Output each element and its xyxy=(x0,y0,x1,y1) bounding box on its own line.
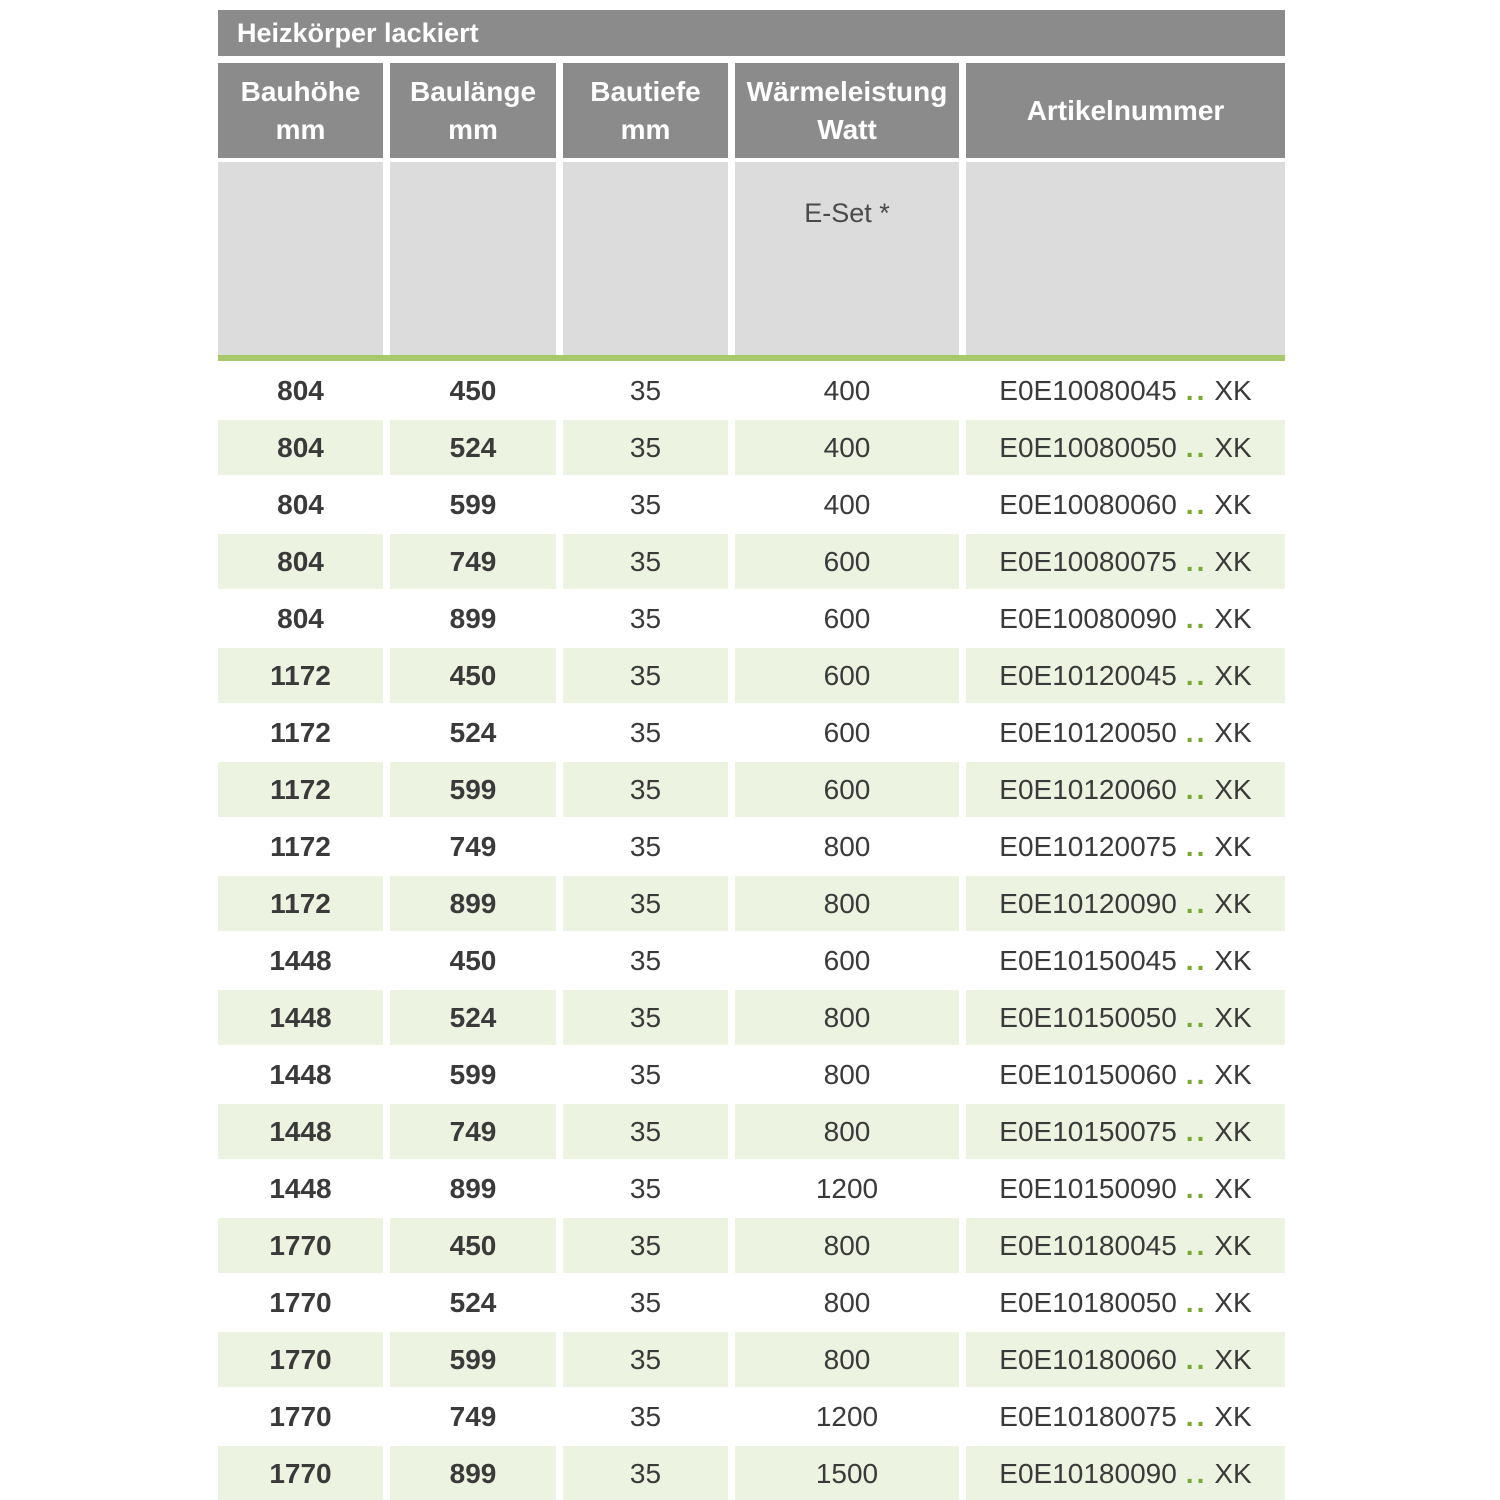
artikelnummer-prefix: E0E10120075 xyxy=(999,830,1177,862)
subheader-baulaenge xyxy=(390,162,556,355)
artikelnummer-dots: .. xyxy=(1185,659,1208,691)
table-title: Heizkörper lackiert xyxy=(218,10,1285,56)
cell-artikelnummer xyxy=(966,534,1285,589)
artikelnummer-suffix: XK xyxy=(1214,716,1252,748)
cell-waermeleistung: 800 xyxy=(735,990,959,1045)
header-bauhoehe xyxy=(218,63,383,158)
cell-waermeleistung: 800 xyxy=(735,819,959,874)
artikelnummer-dots: .. xyxy=(1185,1343,1208,1375)
cell-bautiefe: 35 xyxy=(563,1389,728,1444)
cell-bauhoehe: 1172 xyxy=(218,876,383,931)
cell-baulaenge: 899 xyxy=(390,1161,556,1216)
cell-bautiefe: 35 xyxy=(563,933,728,988)
cell-artikelnummer xyxy=(966,363,1285,418)
cell-baulaenge: 899 xyxy=(390,876,556,931)
artikelnummer-prefix: E0E10150045 xyxy=(999,944,1177,976)
cell-bautiefe: 35 xyxy=(563,534,728,589)
table-row xyxy=(218,1275,1285,1330)
cell-artikelnummer xyxy=(966,1446,1285,1500)
cell-bautiefe: 35 xyxy=(563,819,728,874)
header-bautiefe-line1: Bautiefe xyxy=(590,75,701,107)
table-subheader-row xyxy=(218,162,1285,355)
cell-baulaenge: 450 xyxy=(390,363,556,418)
cell-bauhoehe: 804 xyxy=(218,363,383,418)
artikelnummer-dots: .. xyxy=(1185,374,1208,406)
artikelnummer-prefix: E0E10180075 xyxy=(999,1400,1177,1432)
cell-waermeleistung: 1200 xyxy=(735,1161,959,1216)
cell-waermeleistung: 600 xyxy=(735,534,959,589)
table-row xyxy=(218,990,1285,1045)
cell-baulaenge: 599 xyxy=(390,1047,556,1102)
cell-bauhoehe: 1172 xyxy=(218,819,383,874)
artikelnummer-suffix: XK xyxy=(1214,488,1252,520)
header-waermeleistung-line1: Wärmeleistung xyxy=(746,75,948,107)
header-separator-line xyxy=(218,355,1285,361)
cell-artikelnummer xyxy=(966,648,1285,703)
table-row xyxy=(218,1389,1285,1444)
artikelnummer-dots: .. xyxy=(1185,944,1208,976)
artikelnummer-suffix: XK xyxy=(1214,1058,1252,1090)
artikelnummer-dots: .. xyxy=(1185,1001,1208,1033)
cell-bautiefe: 35 xyxy=(563,363,728,418)
cell-artikelnummer xyxy=(966,1275,1285,1330)
table-header-row xyxy=(218,63,1285,158)
cell-waermeleistung: 600 xyxy=(735,933,959,988)
cell-waermeleistung: 600 xyxy=(735,591,959,646)
subheader-e-set xyxy=(735,162,959,355)
cell-bautiefe: 35 xyxy=(563,1104,728,1159)
cell-baulaenge: 450 xyxy=(390,1218,556,1273)
artikelnummer-prefix: E0E10150050 xyxy=(999,1001,1177,1033)
cell-waermeleistung: 800 xyxy=(735,1104,959,1159)
cell-waermeleistung: 800 xyxy=(735,1332,959,1387)
header-bauhoehe-line1: Bauhöhe xyxy=(240,75,361,107)
cell-bautiefe: 35 xyxy=(563,1275,728,1330)
cell-bautiefe: 35 xyxy=(563,648,728,703)
cell-waermeleistung: 800 xyxy=(735,876,959,931)
artikelnummer-dots: .. xyxy=(1185,830,1208,862)
artikelnummer-suffix: XK xyxy=(1214,1286,1252,1318)
table-row xyxy=(218,591,1285,646)
cell-baulaenge: 899 xyxy=(390,1446,556,1500)
cell-baulaenge: 749 xyxy=(390,534,556,589)
cell-baulaenge: 899 xyxy=(390,591,556,646)
cell-bautiefe: 35 xyxy=(563,762,728,817)
cell-artikelnummer xyxy=(966,705,1285,760)
cell-bauhoehe: 804 xyxy=(218,591,383,646)
cell-waermeleistung: 1200 xyxy=(735,1389,959,1444)
header-waermeleistung-line2: Watt xyxy=(817,113,877,145)
cell-bautiefe: 35 xyxy=(563,1047,728,1102)
artikelnummer-prefix: E0E10120090 xyxy=(999,887,1177,919)
artikelnummer-prefix: E0E10180060 xyxy=(999,1343,1177,1375)
cell-bautiefe: 35 xyxy=(563,591,728,646)
table-row xyxy=(218,363,1285,418)
table-row xyxy=(218,1332,1285,1387)
cell-artikelnummer xyxy=(966,1047,1285,1102)
cell-baulaenge: 524 xyxy=(390,990,556,1045)
cell-artikelnummer xyxy=(966,477,1285,532)
artikelnummer-prefix: E0E10120050 xyxy=(999,716,1177,748)
cell-bauhoehe: 1448 xyxy=(218,933,383,988)
table-row xyxy=(218,477,1285,532)
table-row xyxy=(218,705,1285,760)
artikelnummer-suffix: XK xyxy=(1214,1229,1252,1261)
cell-bauhoehe: 1770 xyxy=(218,1218,383,1273)
artikelnummer-prefix: E0E10080075 xyxy=(999,545,1177,577)
cell-bauhoehe: 1172 xyxy=(218,705,383,760)
subheader-artikelnummer xyxy=(966,162,1285,355)
cell-waermeleistung: 800 xyxy=(735,1047,959,1102)
cell-artikelnummer xyxy=(966,876,1285,931)
table-row xyxy=(218,1047,1285,1102)
cell-artikelnummer xyxy=(966,1218,1285,1273)
artikelnummer-prefix: E0E10180050 xyxy=(999,1286,1177,1318)
cell-waermeleistung: 600 xyxy=(735,648,959,703)
table-row xyxy=(218,876,1285,931)
cell-baulaenge: 524 xyxy=(390,1275,556,1330)
subheader-bauhoehe xyxy=(218,162,383,355)
artikelnummer-suffix: XK xyxy=(1214,659,1252,691)
cell-baulaenge: 450 xyxy=(390,648,556,703)
cell-artikelnummer xyxy=(966,1104,1285,1159)
artikelnummer-prefix: E0E10080045 xyxy=(999,374,1177,406)
cell-bauhoehe: 804 xyxy=(218,534,383,589)
artikelnummer-dots: .. xyxy=(1185,488,1208,520)
artikelnummer-dots: .. xyxy=(1185,1058,1208,1090)
cell-waermeleistung: 1500 xyxy=(735,1446,959,1500)
cell-bautiefe: 35 xyxy=(563,1161,728,1216)
artikelnummer-prefix: E0E10150090 xyxy=(999,1172,1177,1204)
cell-bauhoehe: 1770 xyxy=(218,1332,383,1387)
artikelnummer-dots: .. xyxy=(1185,1172,1208,1204)
artikelnummer-suffix: XK xyxy=(1214,1343,1252,1375)
table-row xyxy=(218,762,1285,817)
artikelnummer-dots: .. xyxy=(1185,716,1208,748)
cell-artikelnummer xyxy=(966,1389,1285,1444)
artikelnummer-dots: .. xyxy=(1185,1400,1208,1432)
cell-bauhoehe: 804 xyxy=(218,420,383,475)
header-baulaenge xyxy=(390,63,556,158)
artikelnummer-prefix: E0E10180045 xyxy=(999,1229,1177,1261)
artikelnummer-suffix: XK xyxy=(1214,1457,1252,1489)
cell-bautiefe: 35 xyxy=(563,990,728,1045)
cell-baulaenge: 749 xyxy=(390,1389,556,1444)
cell-waermeleistung: 800 xyxy=(735,1218,959,1273)
artikelnummer-dots: .. xyxy=(1185,545,1208,577)
cell-bauhoehe: 1448 xyxy=(218,1104,383,1159)
artikelnummer-dots: .. xyxy=(1185,887,1208,919)
table-row xyxy=(218,420,1285,475)
cell-artikelnummer xyxy=(966,990,1285,1045)
cell-bauhoehe: 1770 xyxy=(218,1275,383,1330)
artikelnummer-prefix: E0E10080060 xyxy=(999,488,1177,520)
artikelnummer-dots: .. xyxy=(1185,1229,1208,1261)
artikelnummer-dots: .. xyxy=(1185,602,1208,634)
cell-bautiefe: 35 xyxy=(563,477,728,532)
cell-artikelnummer xyxy=(966,1332,1285,1387)
artikelnummer-suffix: XK xyxy=(1214,1001,1252,1033)
header-baulaenge-line2: mm xyxy=(448,113,498,145)
cell-bauhoehe: 1448 xyxy=(218,1161,383,1216)
table-body xyxy=(218,363,1285,1500)
artikelnummer-suffix: XK xyxy=(1214,1172,1252,1204)
cell-bauhoehe: 804 xyxy=(218,477,383,532)
cell-artikelnummer xyxy=(966,1161,1285,1216)
cell-bauhoehe: 1770 xyxy=(218,1446,383,1500)
cell-artikelnummer xyxy=(966,420,1285,475)
header-bautiefe-line2: mm xyxy=(620,113,671,145)
cell-baulaenge: 749 xyxy=(390,1104,556,1159)
cell-bautiefe: 35 xyxy=(563,1446,728,1500)
cell-bautiefe: 35 xyxy=(563,705,728,760)
e-set-label: E-Set * xyxy=(804,198,890,228)
header-baulaenge-line1: Baulänge xyxy=(409,75,537,107)
header-artikelnummer xyxy=(966,63,1285,158)
cell-baulaenge: 599 xyxy=(390,1332,556,1387)
table-row xyxy=(218,819,1285,874)
cell-baulaenge: 524 xyxy=(390,420,556,475)
header-waermeleistung xyxy=(735,63,959,158)
artikelnummer-suffix: XK xyxy=(1214,830,1252,862)
artikelnummer-suffix: XK xyxy=(1214,773,1252,805)
artikelnummer-prefix: E0E10150060 xyxy=(999,1058,1177,1090)
cell-waermeleistung: 400 xyxy=(735,420,959,475)
cell-baulaenge: 599 xyxy=(390,762,556,817)
artikelnummer-dots: .. xyxy=(1185,1286,1208,1318)
table-row xyxy=(218,1446,1285,1500)
artikelnummer-prefix: E0E10120060 xyxy=(999,773,1177,805)
cell-baulaenge: 450 xyxy=(390,933,556,988)
table-row xyxy=(218,933,1285,988)
artikelnummer-suffix: XK xyxy=(1214,1400,1252,1432)
header-artikelnummer-line1: Artikelnummer xyxy=(1026,94,1225,126)
subheader-bautiefe xyxy=(563,162,728,355)
table-row xyxy=(218,1104,1285,1159)
artikelnummer-prefix: E0E10150075 xyxy=(999,1115,1177,1147)
table-row xyxy=(218,534,1285,589)
cell-artikelnummer xyxy=(966,933,1285,988)
table-row xyxy=(218,1218,1285,1273)
header-bautiefe xyxy=(563,63,728,158)
artikelnummer-prefix: E0E10180090 xyxy=(999,1457,1177,1489)
table-row xyxy=(218,1161,1285,1216)
cell-bautiefe: 35 xyxy=(563,1218,728,1273)
cell-bauhoehe: 1448 xyxy=(218,1047,383,1102)
cell-bautiefe: 35 xyxy=(563,1332,728,1387)
product-table xyxy=(218,10,1285,1500)
artikelnummer-suffix: XK xyxy=(1214,545,1252,577)
artikelnummer-suffix: XK xyxy=(1214,1115,1252,1147)
artikelnummer-suffix: XK xyxy=(1214,374,1252,406)
cell-waermeleistung: 800 xyxy=(735,1275,959,1330)
cell-waermeleistung: 400 xyxy=(735,477,959,532)
cell-baulaenge: 524 xyxy=(390,705,556,760)
artikelnummer-prefix: E0E10120045 xyxy=(999,659,1177,691)
cell-bauhoehe: 1448 xyxy=(218,990,383,1045)
cell-bauhoehe: 1172 xyxy=(218,648,383,703)
artikelnummer-suffix: XK xyxy=(1214,602,1252,634)
artikelnummer-dots: .. xyxy=(1185,1115,1208,1147)
artikelnummer-prefix: E0E10080050 xyxy=(999,431,1177,463)
artikelnummer-dots: .. xyxy=(1185,773,1208,805)
artikelnummer-suffix: XK xyxy=(1214,944,1252,976)
artikelnummer-dots: .. xyxy=(1185,1457,1208,1489)
table-row xyxy=(218,648,1285,703)
artikelnummer-suffix: XK xyxy=(1214,431,1252,463)
artikelnummer-dots: .. xyxy=(1185,431,1208,463)
cell-artikelnummer xyxy=(966,591,1285,646)
cell-waermeleistung: 600 xyxy=(735,705,959,760)
cell-bauhoehe: 1172 xyxy=(218,762,383,817)
cell-baulaenge: 749 xyxy=(390,819,556,874)
cell-waermeleistung: 400 xyxy=(735,363,959,418)
cell-bautiefe: 35 xyxy=(563,876,728,931)
artikelnummer-suffix: XK xyxy=(1214,887,1252,919)
cell-bautiefe: 35 xyxy=(563,420,728,475)
artikelnummer-prefix: E0E10080090 xyxy=(999,602,1177,634)
cell-bauhoehe: 1770 xyxy=(218,1389,383,1444)
header-bauhoehe-line2: mm xyxy=(275,113,326,145)
cell-waermeleistung: 600 xyxy=(735,762,959,817)
cell-artikelnummer xyxy=(966,819,1285,874)
cell-baulaenge: 599 xyxy=(390,477,556,532)
cell-artikelnummer xyxy=(966,762,1285,817)
